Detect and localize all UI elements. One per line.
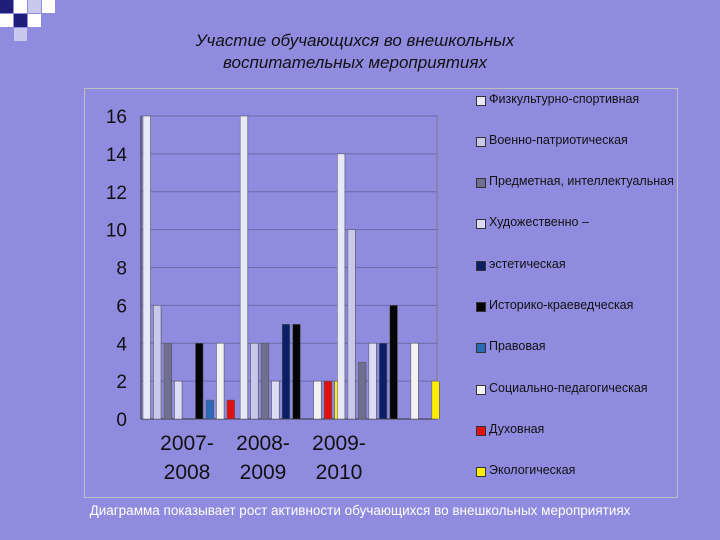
x-category-label: 2010 — [315, 461, 363, 484]
bar — [432, 381, 440, 419]
bar — [261, 343, 269, 419]
legend-label: Духовная — [489, 422, 545, 436]
bar — [154, 305, 162, 419]
legend-swatch — [476, 96, 486, 106]
x-category-label: 2009 — [239, 461, 287, 484]
bar — [337, 154, 345, 419]
legend-label: Экологическая — [489, 463, 576, 477]
legend-swatch — [476, 426, 486, 436]
bar — [390, 305, 398, 419]
bar — [272, 381, 280, 419]
y-tick-label: 10 — [105, 220, 127, 242]
legend-swatch — [476, 219, 486, 229]
y-tick-label: 6 — [116, 296, 127, 318]
y-tick-label: 0 — [116, 410, 127, 431]
bar — [293, 324, 301, 419]
bar — [348, 230, 356, 419]
bar — [411, 343, 419, 419]
legend-label: эстетическая — [489, 257, 566, 271]
y-tick-label: 8 — [116, 258, 127, 280]
deco-square — [14, 14, 27, 27]
slide-title-line1: Участие обучающихся во внешкольных — [195, 31, 515, 50]
bar — [358, 362, 366, 419]
bar — [379, 343, 387, 419]
legend-swatch — [476, 178, 486, 188]
slide-title-line2: воспитательных мероприятиях — [223, 53, 487, 72]
y-tick-label: 12 — [105, 182, 127, 204]
legend-label: Физкультурно-спортивная — [489, 92, 640, 106]
legend-swatch — [476, 343, 486, 353]
deco-square — [0, 0, 13, 13]
bar — [240, 116, 248, 419]
deco-square — [14, 28, 27, 41]
legend-swatch — [476, 467, 486, 477]
bar-chart — [85, 89, 679, 499]
legend-swatch — [476, 385, 486, 395]
bar — [314, 381, 322, 419]
corner-decoration — [0, 0, 60, 40]
bar — [206, 400, 214, 419]
legend-swatch — [476, 137, 486, 147]
slide-title — [120, 30, 590, 74]
x-category-label: 2008- — [236, 432, 290, 455]
x-category-label: 2009- — [312, 432, 366, 455]
bar — [217, 343, 225, 419]
y-tick-label: 2 — [116, 372, 127, 394]
legend-label: Историко-краеведческая — [489, 298, 634, 312]
slide-caption: Диаграмма показывает рост активности обучающихся во внешкольных мероприятиях — [89, 503, 631, 518]
deco-square — [14, 0, 27, 13]
x-category-label: 2008 — [163, 461, 211, 484]
deco-square — [28, 0, 41, 13]
legend-label: Военно-патриотическая — [489, 133, 628, 147]
bar — [251, 343, 258, 419]
y-tick-label: 4 — [116, 334, 127, 356]
deco-square — [42, 0, 55, 13]
deco-square — [28, 14, 41, 27]
x-category-label: 2007- — [160, 432, 214, 455]
legend-label: Социально-педагогическая — [489, 381, 648, 395]
legend-label: Предметная, интеллектуальная — [489, 174, 674, 188]
bar — [196, 343, 204, 419]
bar — [324, 381, 332, 419]
y-tick-label: 16 — [105, 107, 127, 128]
y-tick-label: 14 — [105, 144, 127, 166]
legend-swatch — [476, 261, 486, 271]
bar — [369, 343, 377, 419]
bar — [164, 343, 172, 419]
bar — [143, 116, 151, 419]
bar — [227, 400, 235, 419]
legend-swatch — [476, 302, 486, 312]
deco-square — [0, 14, 13, 27]
bar — [282, 324, 290, 419]
legend-label: Правовая — [489, 339, 546, 353]
legend-label: Художественно – — [489, 215, 589, 229]
bar — [175, 381, 183, 419]
